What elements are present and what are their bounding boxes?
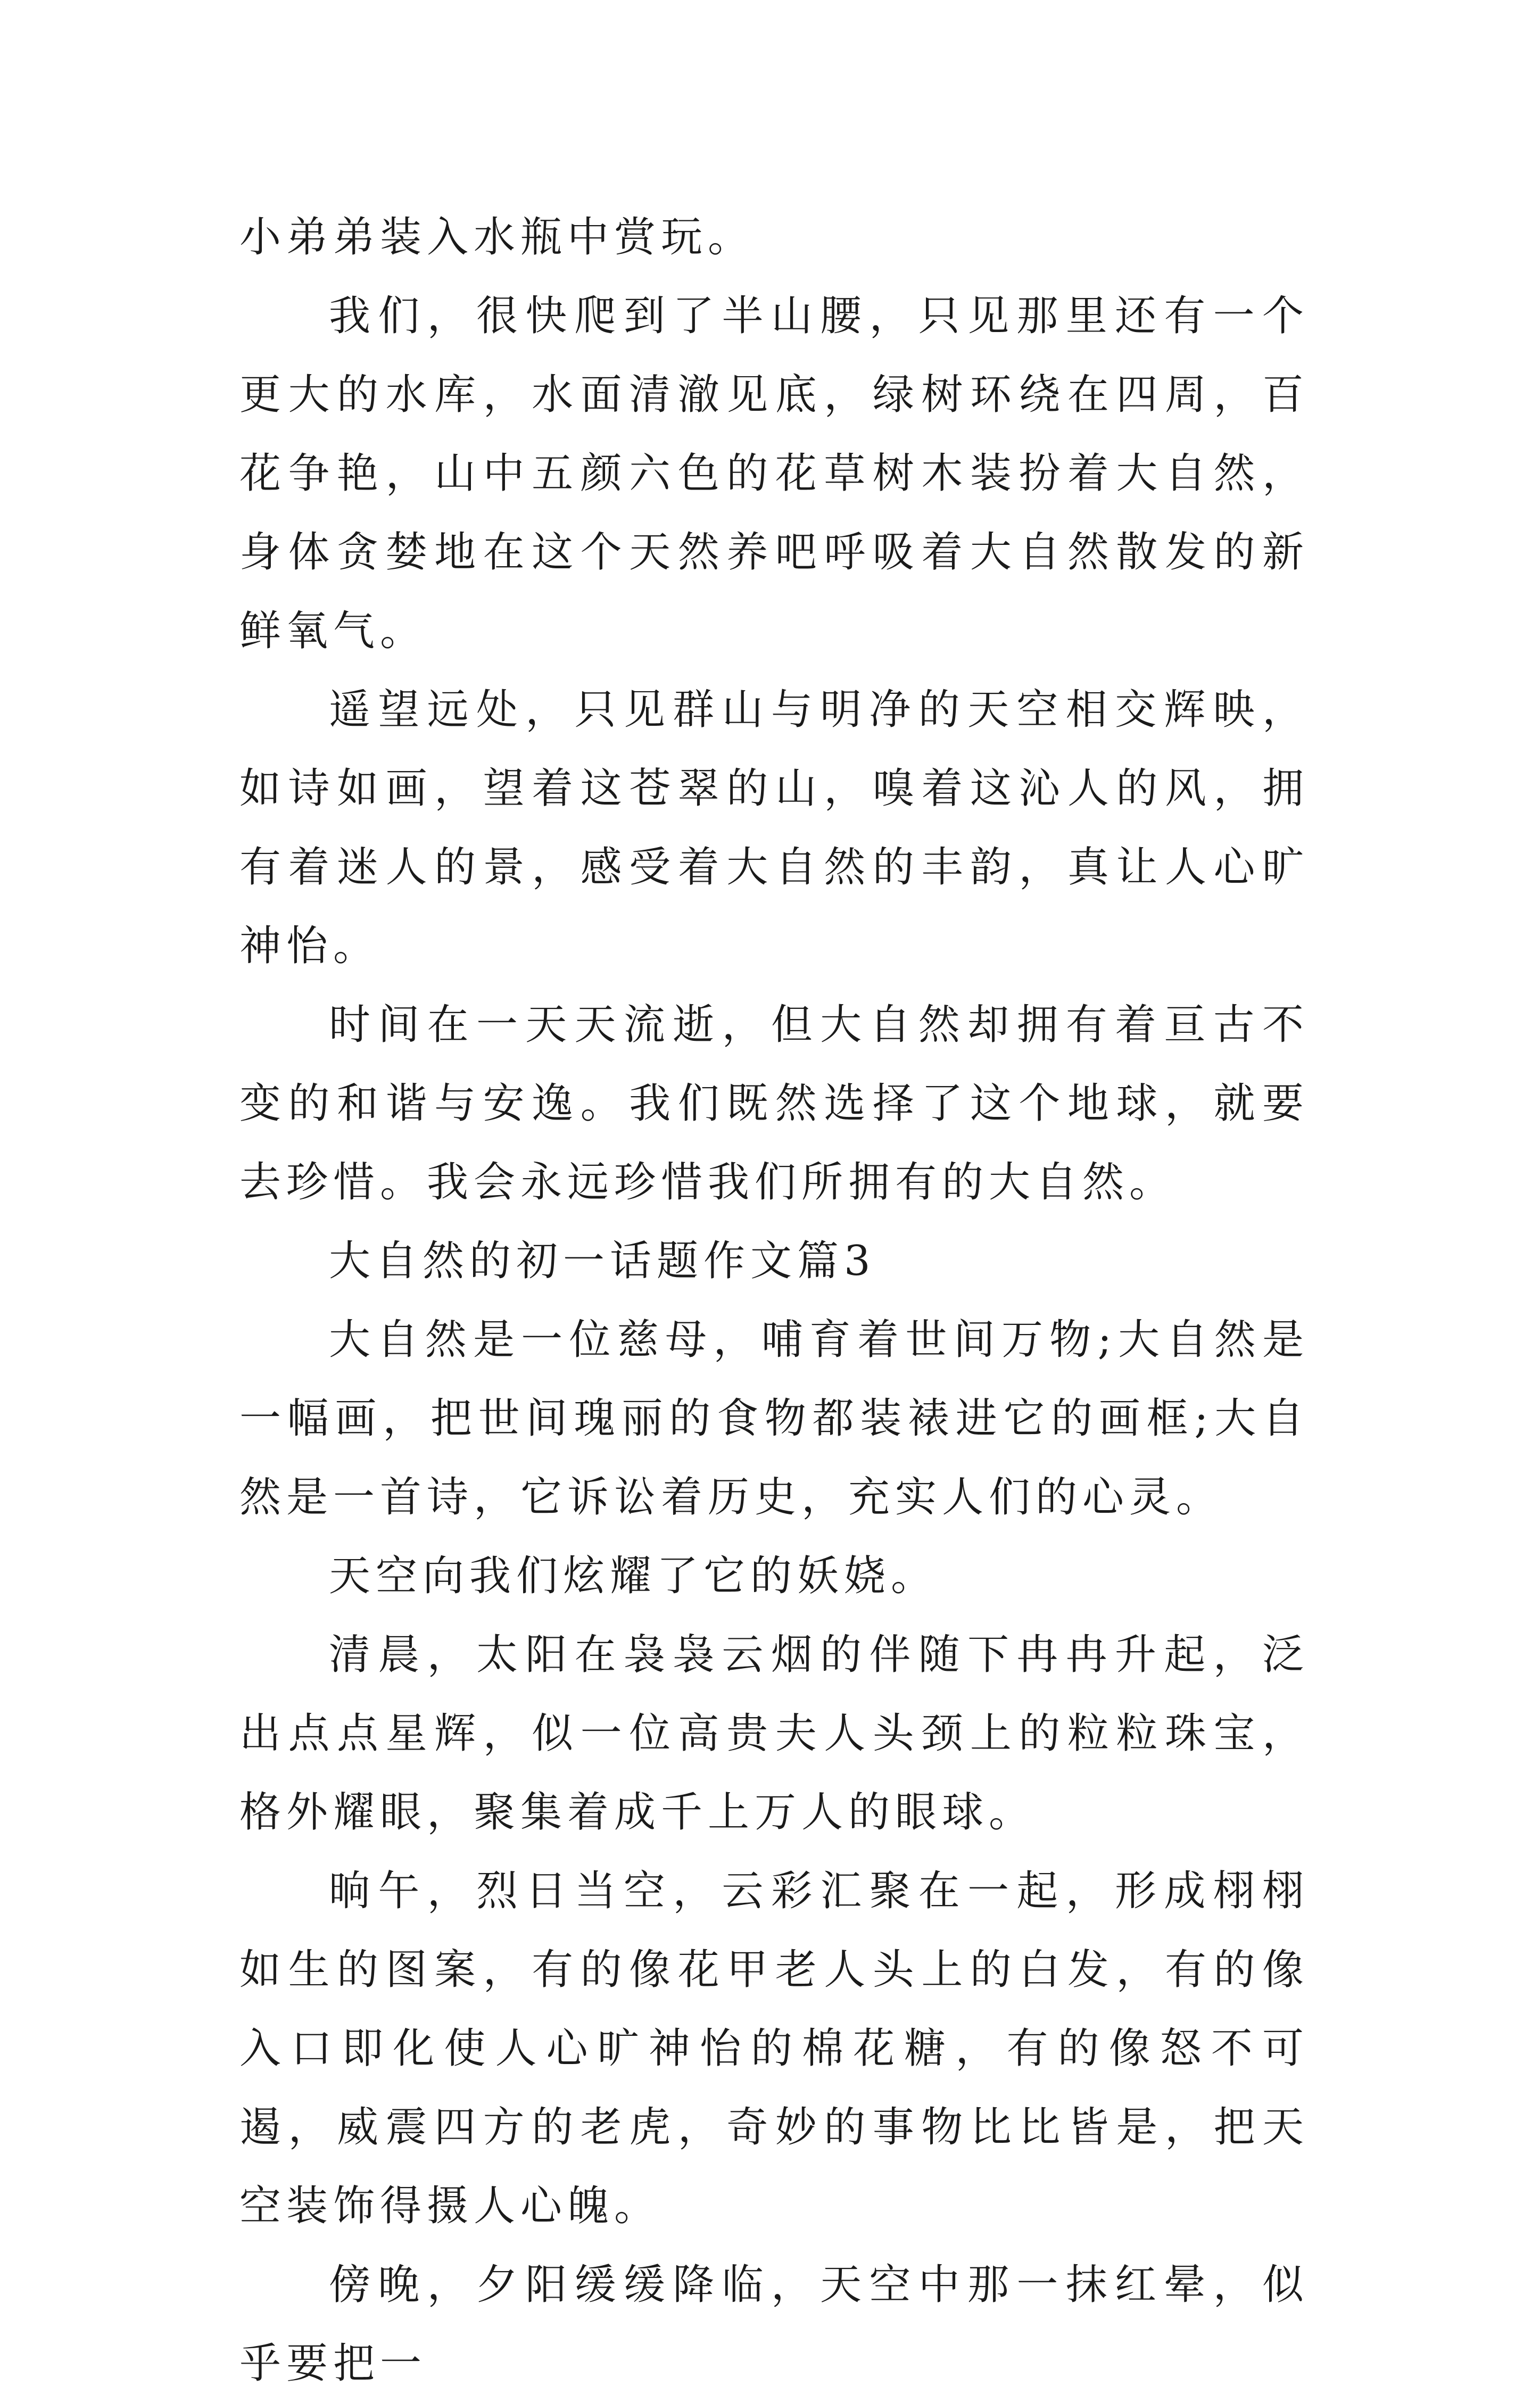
paragraph: 晌午，烈日当空，云彩汇聚在一起，形成栩栩如生的图案，有的像花甲老人头上的白发，有的像入口即化使人心旷神怡的棉花糖，有的像怒不可遏，威震四方的老虎，奇妙的事物比比皆是，把天空装饰得摄人心魄。 <box>239 1867 1309 2230</box>
paragraph: 遥望远处，只见群山与明净的天空相交辉映，如诗如画，望着这苍翠的山，嗅着这沁人的风，拥有着迷人的景，感受着大自然的丰韵，真让人心旷神怡。 <box>239 686 1309 970</box>
paragraph: 傍晚，夕阳缓缓降临，天空中那一抹红晕，似乎要把一 <box>239 2261 1309 2388</box>
paragraph: 天空向我们炫耀了它的妖娆。 <box>329 1552 938 1600</box>
paragraph: 大自然是一位慈母，哺育着世间万物;大自然是一幅画，把世间瑰丽的食物都装裱进它的画框;大自然是一首诗，它诉讼着历史，充实人们的心灵。 <box>239 1316 1309 1521</box>
paragraph: 时间在一天天流逝，但大自然却拥有着亘古不变的和谐与安逸。我们既然选择了这个地球，就要去珍惜。我会永远珍惜我们所拥有的大自然。 <box>239 1001 1309 1206</box>
essay-body <box>239 198 1309 2403</box>
paragraph: 小弟弟装入水瓶中赏玩。 <box>239 213 755 261</box>
paragraph: 清晨，太阳在袅袅云烟的伴随下冉冉升起，泛出点点星辉，似一位高贵夫人头颈上的粒粒珠宝，格外耀眼，聚集着成千上万人的眼球。 <box>239 1631 1309 1836</box>
section-heading: 大自然的初一话题作文篇3 <box>329 1237 876 1285</box>
paragraph: 我们，很快爬到了半山腰，只见那里还有一个更大的水库，水面清澈见底，绿树环绕在四周，百花争艳，山中五颜六色的花草树木装扮着大自然，身体贪婪地在这个天然养吧呼吸着大自然散发的新鲜氧气。 <box>239 292 1309 655</box>
